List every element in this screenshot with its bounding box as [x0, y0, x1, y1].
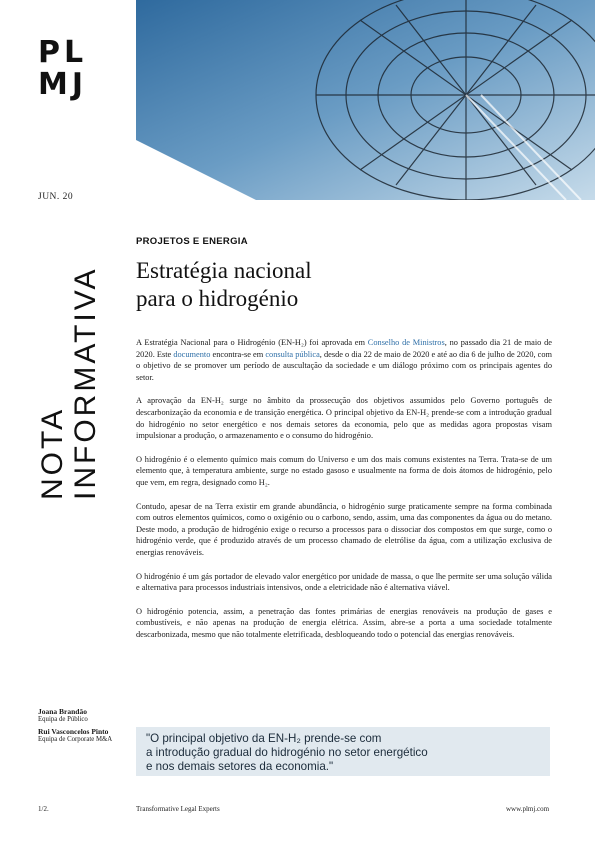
- author-team: Equipa de Público: [38, 716, 88, 723]
- author-team: Equipa de Corporate M&A: [38, 736, 113, 743]
- link-consulta-publica[interactable]: consulta pública: [265, 349, 320, 359]
- section-kicker: PROJETOS E ENERGIA: [136, 236, 248, 247]
- paragraph-1: [136, 337, 552, 383]
- link-documento[interactable]: documento: [173, 349, 211, 359]
- paragraph-5: O hidrogénio é um gás portador de elevado valor energético por unidade de massa, o que lhe permite ser uma solução válida e alternativa para processos industriais intensivos, onde a eletricidade não é alternativa viável.: [136, 571, 552, 593]
- paragraph-3: O hidrogénio é o elemento químico mais comum do Universo e um dos mais comuns existentes na Terra. Trata-se de um elemento que, à temperatura ambiente, surge no estado gasoso e usualmente na forma de dois átomos de hidrogénio, pelo que vem, em regra, designado como H₂.: [136, 454, 552, 487]
- side-title-line-2: INFORMATIVA: [69, 266, 102, 500]
- publication-date: JUN. 20: [38, 192, 74, 202]
- p1-text-c: encontra-se em: [210, 349, 266, 359]
- quote-line-3: e nos demais setores da economia.": [146, 760, 334, 773]
- footer-url[interactable]: www.plmj.com: [506, 805, 550, 813]
- footer-tagline: Transformative Legal Experts: [136, 805, 220, 813]
- title-line-1: Estratégia nacional: [136, 258, 312, 283]
- side-title-line-1: NOTA: [36, 406, 69, 500]
- link-conselho-de-ministros[interactable]: Conselho de Ministros: [367, 338, 445, 347]
- satellite-dish-icon: [136, 0, 595, 200]
- paragraph-4: Contudo, apesar de na Terra existir em grande abundância, o hidrogénio surge praticamente sempre na forma combinada com outros elementos químicos, como o oxigénio ou o carbono, sendo, assim, uma das componentes da água ou do metano. Deste modo, a produção de hidrogénio exige o recurso a processos para o dissociar dos compostos em que surge, como o hidrogénio verde, que é produzido através de um processo chamado de eletrólise da água, com a utilização exclusiva de energias renováveis.: [136, 501, 552, 557]
- side-title: [36, 266, 102, 500]
- author-name: Rui Vasconcelos Pinto: [38, 727, 109, 736]
- article-title: [136, 257, 552, 313]
- plmj-logo[interactable]: [38, 35, 88, 102]
- hero-image: [136, 0, 595, 200]
- author-name: Joana Brandão: [38, 707, 87, 716]
- article: [136, 236, 552, 652]
- logo-line-2: MJ: [38, 67, 88, 102]
- logo-line-1: PL: [38, 35, 88, 70]
- article-body: [136, 337, 552, 640]
- paragraph-6: O hidrogénio potencia, assim, a penetração das fontes primárias de energias renováveis na produção de gases e combustíveis, e não apenas na produção de energia elétrica. Assim, abre-se a porta a uma sociedade totalmente descarbonizada, mesmo que não totalmente eletrificada, desbloqueando todo o potencial das energias renováveis.: [136, 606, 552, 639]
- paragraph-2: A aprovação da EN-H₂ surge no âmbito da prossecução dos objetivos assumidos pelo Governo português de descarbonização da economia e de transição energética. O principal objetivo da EN-H₂ prende-se com a introdução gradual do hidrogénio no setor energético e nos demais setores da economia, pelo que as medidas agora propostas visam impulsionar a produção, o armazenamento e o consumo do hidrogénio.: [136, 396, 552, 441]
- quote-line-1: "O principal objetivo da EN-H₂ prende-se com: [146, 732, 382, 745]
- p1-text-d: , desde o dia 22 de maio de 2020 e até ao dia 6 de julho de 2020, com o objetivo de se promover um período de auscultação da sociedade e um diálogo próximo com os principais agentes do setor.: [136, 349, 553, 382]
- pull-quote: [136, 727, 550, 776]
- page-number: 1/2.: [38, 805, 49, 813]
- p1-text-a: A Estratégia Nacional para o Hidrogénio (EN-H₂) foi aprovada em: [136, 338, 368, 347]
- quote-line-2: a introdução gradual do hidrogénio no setor energético: [146, 746, 428, 759]
- p1-text-b: , no passado dia 21 de maio de 2020. Este: [136, 338, 552, 359]
- authors: [38, 707, 130, 747]
- title-line-2: para o hidrogénio: [136, 286, 299, 311]
